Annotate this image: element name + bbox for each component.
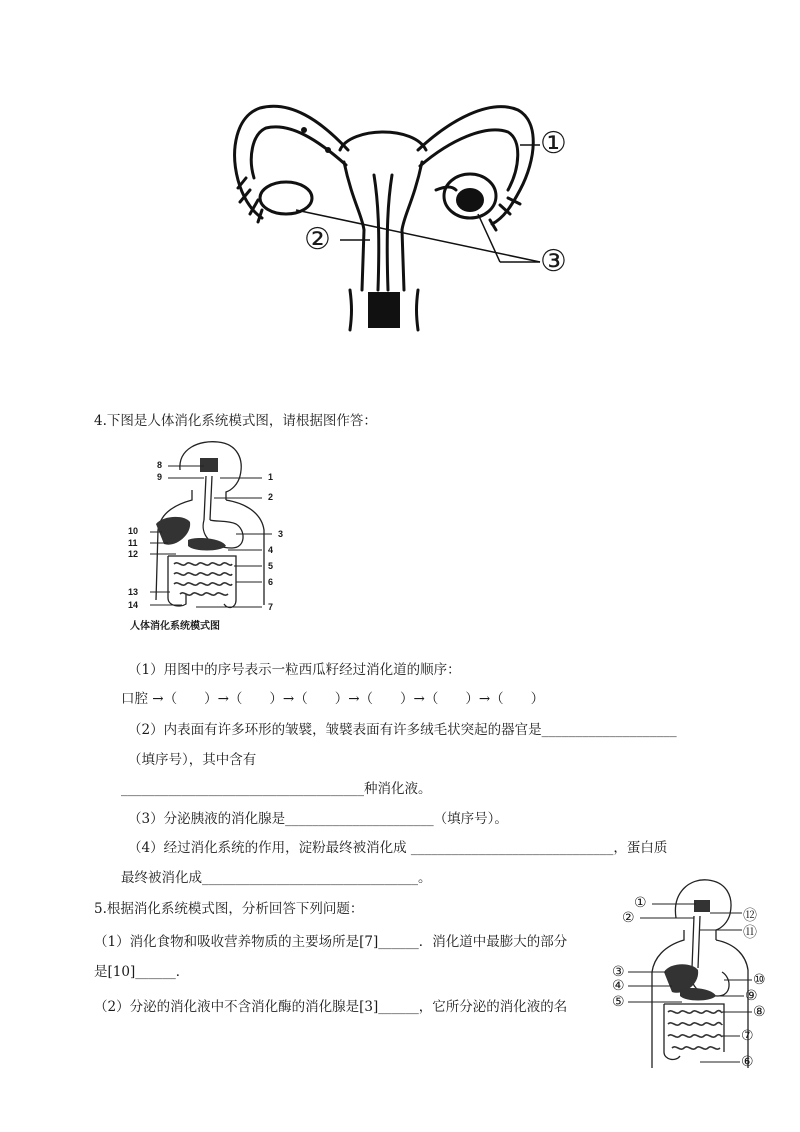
q5-fig-label-5: ⑤ xyxy=(612,994,625,1010)
q4-part2-b: （填序号），其中含有 xyxy=(128,752,257,768)
q4-part2-c: ____________________________________种消化液。 xyxy=(121,781,432,797)
q5-heading: 5.根据消化系统模式图，分析回答下列问题： xyxy=(94,901,364,917)
q4-fig-label-14: 14 xyxy=(128,600,139,610)
q5-fig-label-10: ⑩ xyxy=(753,972,766,988)
q5-part1-b: 是[10]______． xyxy=(94,964,190,980)
q5-fig-label-2: ② xyxy=(622,910,635,926)
q5-fig-label-3: ③ xyxy=(612,964,625,980)
q4-fig-label-8: 8 xyxy=(157,460,163,470)
q4-fig-label-6: 6 xyxy=(268,577,274,587)
q4-fig-label-7: 7 xyxy=(268,602,274,612)
q5-fig-label-9: ⑨ xyxy=(745,988,758,1004)
q4-fig-label-2: 2 xyxy=(268,492,274,502)
q5-fig-label-6: ⑥ xyxy=(741,1054,754,1070)
q4-fig-label-5: 5 xyxy=(268,561,274,571)
q4-part1: （1）用图中的序号表示一粒西瓜籽经过消化道的顺序： xyxy=(128,662,461,678)
q4-part4-b: 最终被消化成________________________________。 xyxy=(121,870,432,886)
q4-fig-label-1: 1 xyxy=(268,472,274,482)
q5-fig-label-12: ⑫ xyxy=(743,908,757,924)
q5-fig-label-4: ④ xyxy=(612,978,625,994)
q4-fig-label-3: 3 xyxy=(278,529,284,539)
q5-fig-label-8: ⑧ xyxy=(753,1004,766,1020)
uterus-label-2: ② xyxy=(304,222,331,257)
q4-fig-label-10: 10 xyxy=(128,526,139,536)
q5-fig-label-1: ① xyxy=(634,895,647,911)
q4-part3: （3）分泌胰液的消化腺是______________________（填序号）。 xyxy=(128,811,508,827)
q4-fig-label-13: 13 xyxy=(128,587,139,597)
uterus-label-3: ③ xyxy=(540,244,567,279)
q4-heading: 4.下图是人体消化系统模式图，请根据图作答： xyxy=(94,413,377,429)
q5-part1-a: （1）消化食物和吸收营养物质的主要场所是[7]______．消化道中最膨大的部分 xyxy=(94,934,568,950)
q5-fig-label-11: ⑪ xyxy=(743,925,757,941)
q4-fig-label-11: 11 xyxy=(128,538,138,548)
q4-part2-a: （2）内表面有许多环形的皱襞，皱襞表面有许多绒毛状突起的器官是____________________ xyxy=(128,722,677,738)
q5-part2: （2）分泌的消化液中不含消化酶的消化腺是[3]______，它所分泌的消化液的名 xyxy=(94,999,568,1015)
q5-fig-label-7: ⑦ xyxy=(741,1028,754,1044)
q4-fig-label-9: 9 xyxy=(157,472,163,482)
uterus-label-1: ① xyxy=(540,126,567,161)
q4-part4-a: （4）经过消化系统的作用，淀粉最终被消化成 ______________________________，蛋白质 xyxy=(128,840,668,856)
q4-figure-caption: 人体消化系统模式图 xyxy=(130,621,220,632)
q4-fig-label-12: 12 xyxy=(128,549,139,559)
q4-fig-label-4: 4 xyxy=(268,545,274,555)
q4-sequence: 口腔 →（ ）→（ ）→（ ）→（ ）→（ ）→（ ） xyxy=(121,691,545,707)
